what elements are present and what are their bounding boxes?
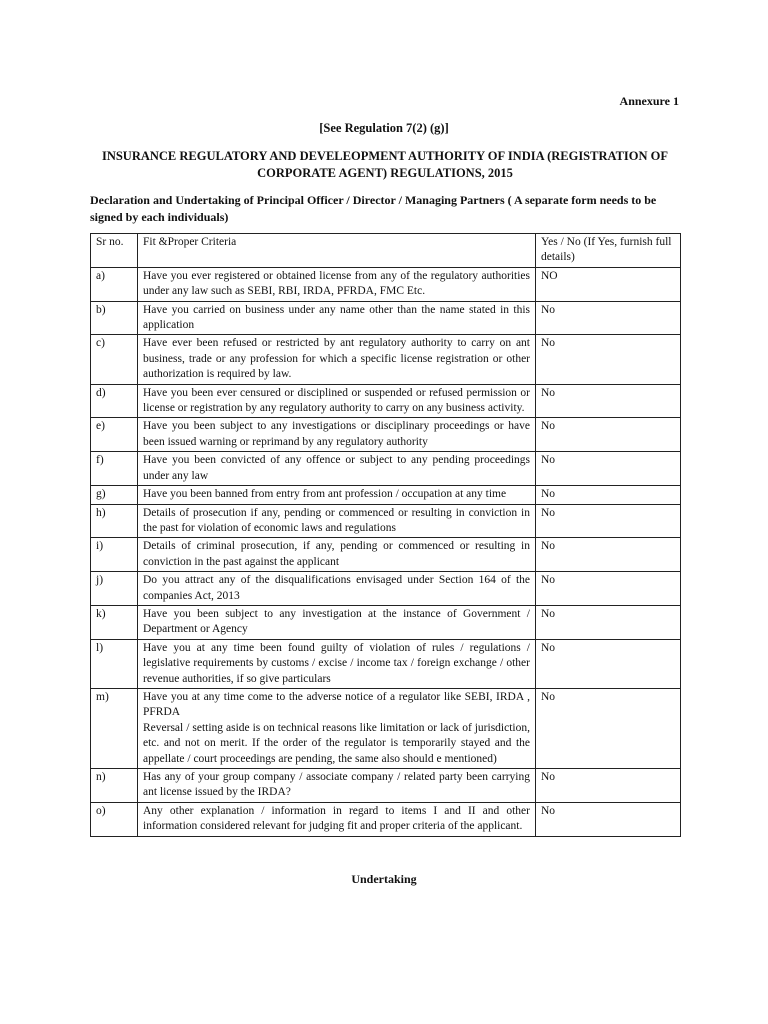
criteria-text: Have you at any time been found guilty of violation of rules / regulations / legislative requirements by customs / excise / income tax / foreign exchange / other revenue authorities, if so give particulars (143, 641, 530, 685)
row-criteria (138, 335, 536, 384)
row-criteria (138, 572, 536, 606)
row-criteria (138, 267, 536, 301)
undertaking-heading: Undertaking (351, 872, 417, 886)
row-criteria (138, 504, 536, 538)
row-sr-no: o) (91, 802, 138, 836)
row-answer: No (536, 418, 681, 452)
table-row (91, 802, 681, 836)
criteria-text: Have you ever registered or obtained license from any of the regulatory authorities under any law such as SEBI, RBI, IRDA, PFRDA, FMC Etc. (143, 269, 530, 298)
header-sr-no: Sr no. (91, 234, 138, 268)
annexure-label: Annexure 1 (619, 94, 679, 108)
criteria-text: Have ever been refused or restricted by ant regulatory authority to carry on ant business, trade or any profession for which a specific license registration or other authorization is required by law. (143, 337, 530, 381)
table-row (91, 504, 681, 538)
row-sr-no: c) (91, 335, 138, 384)
row-sr-no: a) (91, 267, 138, 301)
criteria-text: Have you been subject to any investigations or disciplinary proceedings or have been issued warning or reprimand by any regulatory authority (143, 420, 530, 448)
criteria-text: Details of criminal prosecution, if any, pending or commenced or resulting in conviction in the past against the applicant (143, 540, 530, 568)
row-answer: No (536, 504, 681, 538)
table-row (91, 769, 681, 803)
criteria-text: Any other explanation / information in regard to items I and II and other information considered relevant for judging fit and proper criteria of the applicant. (143, 804, 530, 833)
row-sr-no: b) (91, 301, 138, 335)
row-criteria (138, 301, 536, 335)
row-sr-no: i) (91, 538, 138, 572)
table-row (91, 688, 681, 768)
row-answer: No (536, 688, 681, 768)
criteria-extra-text: Reversal / setting aside is on technical reasons like limitation or lack of jurisdiction, etc. and not on merit. If the order of the regulator is temporarily stayed and the appellate / court proceedings are pending, the same also should e mentioned) (143, 721, 530, 765)
fit-proper-criteria-table (90, 233, 681, 837)
row-sr-no: f) (91, 452, 138, 486)
header-answer: Yes / No (If Yes, furnish full details) (536, 234, 681, 268)
row-sr-no: g) (91, 486, 138, 504)
row-criteria (138, 384, 536, 418)
row-sr-no: m) (91, 688, 138, 768)
regulation-reference: [See Regulation 7(2) (g)] (319, 121, 449, 135)
row-sr-no: j) (91, 572, 138, 606)
row-criteria (138, 769, 536, 803)
table-row (91, 335, 681, 384)
row-answer: No (536, 572, 681, 606)
row-answer: No (536, 301, 681, 335)
declaration-heading: Declaration and Undertaking of Principal Officer / Director / Managing Partners ( A separate form needs to be signed by each individuals) (90, 193, 657, 224)
table-row (91, 486, 681, 504)
row-answer: No (536, 486, 681, 504)
criteria-text: Have you carried on business under any name other than the name stated in this application (143, 303, 530, 332)
table-row (91, 605, 681, 639)
row-criteria (138, 452, 536, 486)
criteria-text: Have you been banned from entry from ant profession / occupation at any time (143, 488, 507, 501)
row-criteria (138, 639, 536, 688)
criteria-text: Have you at any time come to the adverse notice of a regulator like SEBI, IRDA , PFRDA (143, 690, 530, 719)
row-answer: No (536, 335, 681, 384)
row-answer: No (536, 639, 681, 688)
row-criteria (138, 538, 536, 572)
row-criteria (138, 418, 536, 452)
row-answer: No (536, 452, 681, 486)
row-criteria (138, 688, 536, 768)
row-sr-no: k) (91, 605, 138, 639)
criteria-text: Has any of your group company / associate company / related party been carrying ant license issued by the IRDA? (143, 771, 530, 799)
table-row (91, 418, 681, 452)
document-title: INSURANCE REGULATORY AND DEVELEOPMENT AUTHORITY OF INDIA (REGISTRATION OF CORPORATE AGENT) REGULATIONS, 2015 (101, 149, 669, 180)
criteria-text: Have you been ever censured or disciplined or suspended or refused permission or license or registration by any regulatory authority to carry on any business activity. (143, 386, 530, 415)
table-row (91, 301, 681, 335)
row-sr-no: n) (91, 769, 138, 803)
row-sr-no: h) (91, 504, 138, 538)
row-criteria (138, 605, 536, 639)
criteria-text: Have you been convicted of any offence or subject to any pending proceedings under any law (143, 454, 530, 482)
row-criteria (138, 802, 536, 836)
table-row (91, 572, 681, 606)
row-answer: NO (536, 267, 681, 301)
criteria-text: Have you been subject to any investigation at the instance of Government / Department or Agency (143, 607, 530, 636)
row-sr-no: e) (91, 418, 138, 452)
table-row (91, 452, 681, 486)
row-answer: No (536, 538, 681, 572)
table-row (91, 538, 681, 572)
table-row (91, 267, 681, 301)
table-row (91, 639, 681, 688)
row-sr-no: l) (91, 639, 138, 688)
criteria-text: Details of prosecution if any, pending or commenced or resulting in conviction in the past for violation of economic laws and regulations (143, 506, 530, 534)
table-row (91, 384, 681, 418)
row-answer: No (536, 802, 681, 836)
table-header-row (91, 234, 681, 268)
row-answer: No (536, 769, 681, 803)
criteria-text: Do you attract any of the disqualifications envisaged under Section 164 of the companies Act, 2013 (143, 574, 530, 602)
header-criteria: Fit &Proper Criteria (138, 234, 536, 268)
row-criteria (138, 486, 536, 504)
row-answer: No (536, 384, 681, 418)
row-answer: No (536, 605, 681, 639)
row-sr-no: d) (91, 384, 138, 418)
